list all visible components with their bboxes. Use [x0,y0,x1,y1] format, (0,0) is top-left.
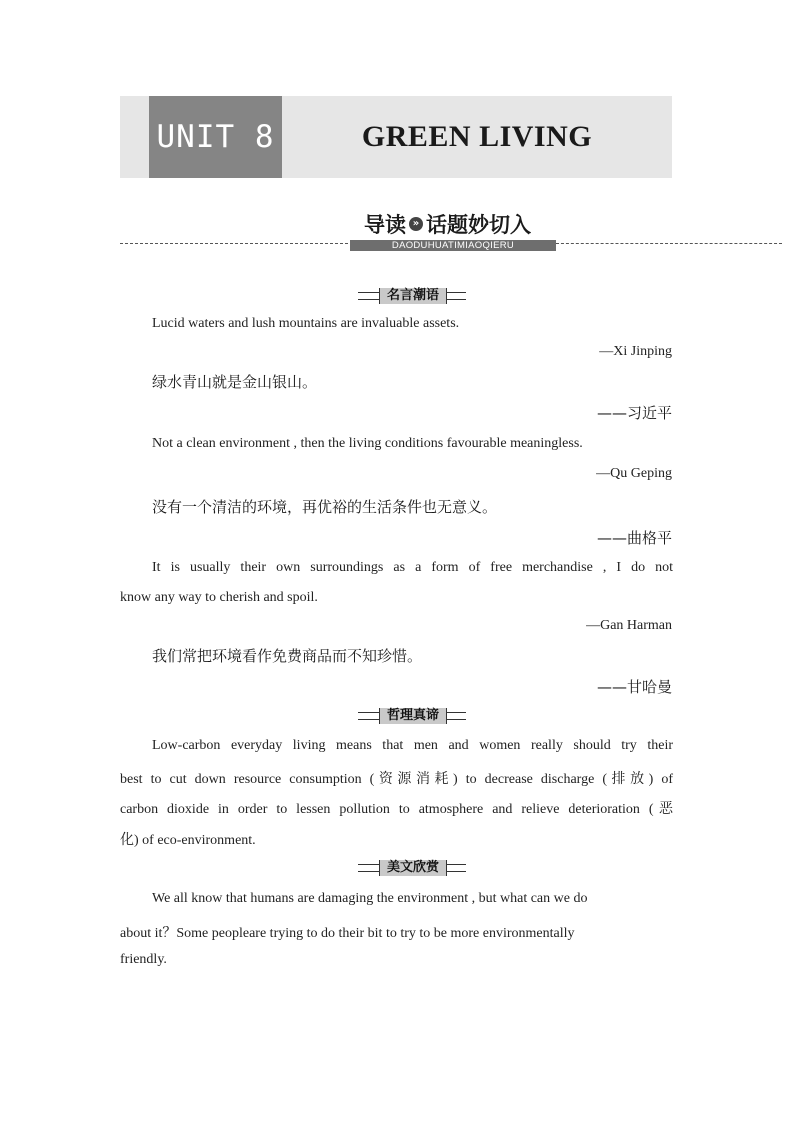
philosophy-line2: best to cut down resource consumption (资源消耗) to decrease discharge (排放) of [120,772,673,787]
section-tag-essay [358,860,466,876]
quote-1-en-author: —Xi Jinping [599,344,672,359]
quote-2-cn: 没有一个清洁的环境，再优裕的生活条件也无意义。 [152,498,498,516]
quote-2-en-author: —Qu Geping [596,466,672,481]
section-tag-philosophy [358,708,466,724]
quote-3-en-author: —Gan Harman [586,618,672,633]
philosophy-line4: 化) of eco-environment. [120,833,256,848]
section-tag-quotes [358,288,466,304]
guide-header [364,210,564,250]
unit-label: UNIT 8 [156,119,275,155]
essay-line3: friendly. [120,952,167,967]
quote-2-en: Not a clean environment , then the living conditions favourable meaningless. [152,436,583,451]
unit-title: GREEN LIVING [361,120,593,153]
quote-1-en: Lucid waters and lush mountains are invaluable assets. [152,316,460,331]
quote-3-en-line1: It is usually their own surroundings as a form of free merchandise , I do not [152,560,673,575]
chevron-right-icon: » [409,217,423,231]
guide-pinyin-bar: DAODUHUATIMIAOQIERU [350,240,556,251]
unit-label-box [149,96,282,178]
guide-title-part2: 话题妙切入 [426,213,531,237]
essay-line1: We all know that humans are damaging the environment , but what can we do [152,891,588,906]
quote-2-cn-author: ——曲格平 [596,529,672,547]
quote-1-cn: 绿水青山就是金山银山。 [152,373,318,391]
quote-3-en-line2: know any way to cherish and spoil. [120,590,318,605]
section-tag-philosophy-label: 哲理真谛 [379,708,447,724]
philosophy-line1: Low-carbon everyday living means that men and women really should try their [152,738,673,753]
quote-1-cn-author: ——习近平 [596,404,672,422]
guide-title [364,210,531,238]
section-tag-essay-label: 美文欣赏 [379,860,447,876]
philosophy-line3: carbon dioxide in order to lessen pollution to atmosphere and relieve deterioration (恶 [120,802,673,817]
section-tag-quotes-label: 名言潮语 [379,288,447,304]
quote-3-cn: 我们常把环境看作免费商品而不知珍惜。 [152,647,423,665]
guide-title-part1: 导读 [364,213,406,237]
divider-left [120,243,348,244]
essay-line2: about it？Some peopleare trying to do their bit to try to be more environmentally [120,926,575,941]
unit-banner [120,96,672,178]
divider-right [556,243,782,244]
quote-3-cn-author: ——甘哈曼 [596,678,672,696]
